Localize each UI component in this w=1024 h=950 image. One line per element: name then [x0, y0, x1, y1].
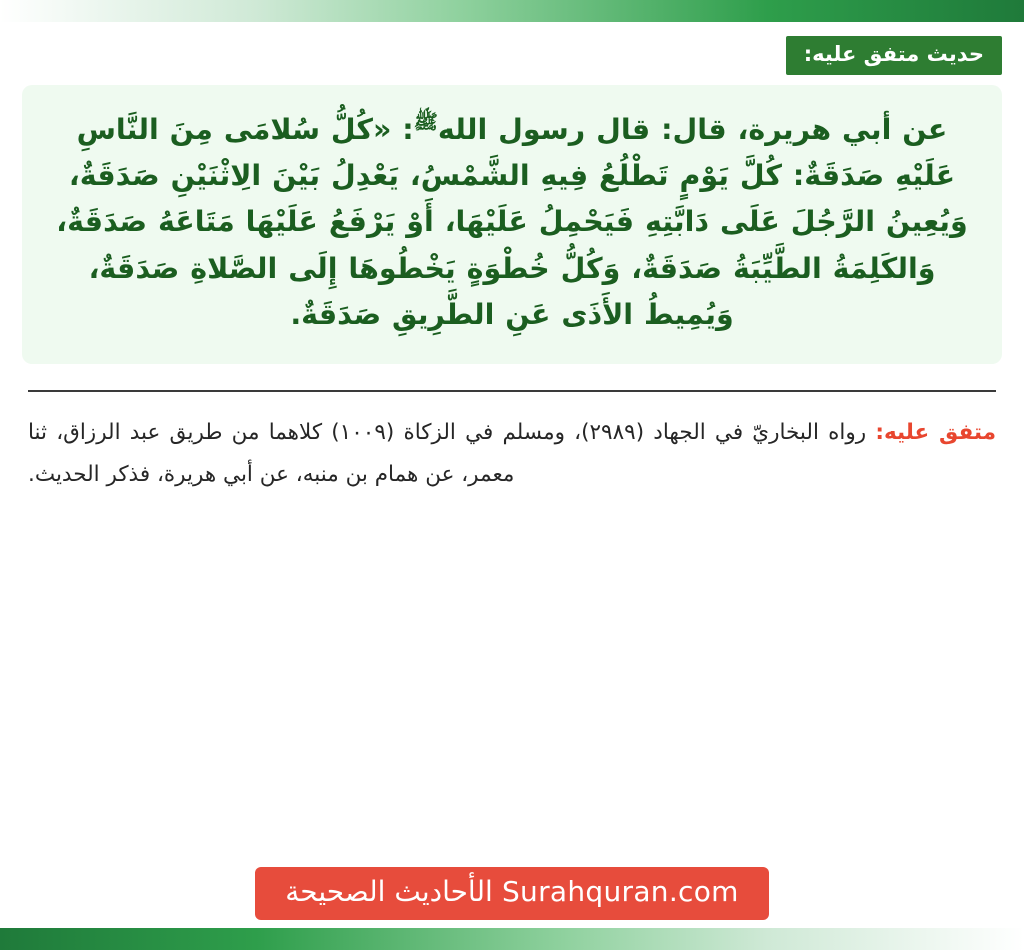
card-content [0, 22, 1024, 950]
header-row [22, 36, 1002, 75]
hadith-text-before-symbol: عن أبي هريرة، قال: قال رسول الله [437, 113, 948, 147]
site-tagline-label: الأحاديث الصحيحة [285, 874, 493, 908]
hadith-text [48, 107, 976, 338]
site-badge[interactable] [255, 867, 769, 920]
hadith-grade-badge: حديث متفق عليه: [786, 36, 1002, 75]
hadith-text-after-symbol: : «كُلُّ سُلامَى مِنَ النَّاسِ عَلَيْهِ صَدَقَةٌ: كُلَّ يَوْمٍ تَطْلُعُ فِيهِ الشَّمْسُ، يَعْدِلُ بَيْنَ الِاثْنَيْنِ صَدَقَةٌ، وَيُعِينُ الرَّجُلَ عَلَى دَابَّتِهِ فَيَحْمِلُ عَلَيْهَا، أَوْ يَرْفَعُ عَلَيْهَا مَتَاعَهُ صَدَقَةٌ، وَالكَلِمَةُ الطَّيِّبَةُ صَدَقَةٌ، وَكُلُّ خُطْوَةٍ يَخْطُوهَا إِلَى الصَّلاةِ صَدَقَةٌ، وَيُمِيطُ الأَذَى عَنِ الطَّرِيقِ صَدَقَةٌ. [56, 113, 968, 331]
takhrij-paragraph [28, 412, 996, 496]
hadith-text-box [22, 85, 1002, 364]
takhrij-label: متفق عليه: [875, 419, 997, 445]
divider [28, 390, 996, 392]
top-decorative-bar [0, 0, 1024, 22]
sallallahu-alayhi-wasallam-icon: ﷺ [413, 109, 438, 134]
bottom-decorative-bar [0, 928, 1024, 950]
takhrij-body: رواه البخاريّ في الجهاد (٢٩٨٩)، ومسلم في الزكاة (١٠٠٩) كلاهما من طريق عبد الرزاق، ثنا معمر، عن همام بن منبه، عن أبي هريرة، فذكر الحديث. [28, 419, 867, 487]
site-domain-label: Surahquran.com [501, 874, 739, 908]
